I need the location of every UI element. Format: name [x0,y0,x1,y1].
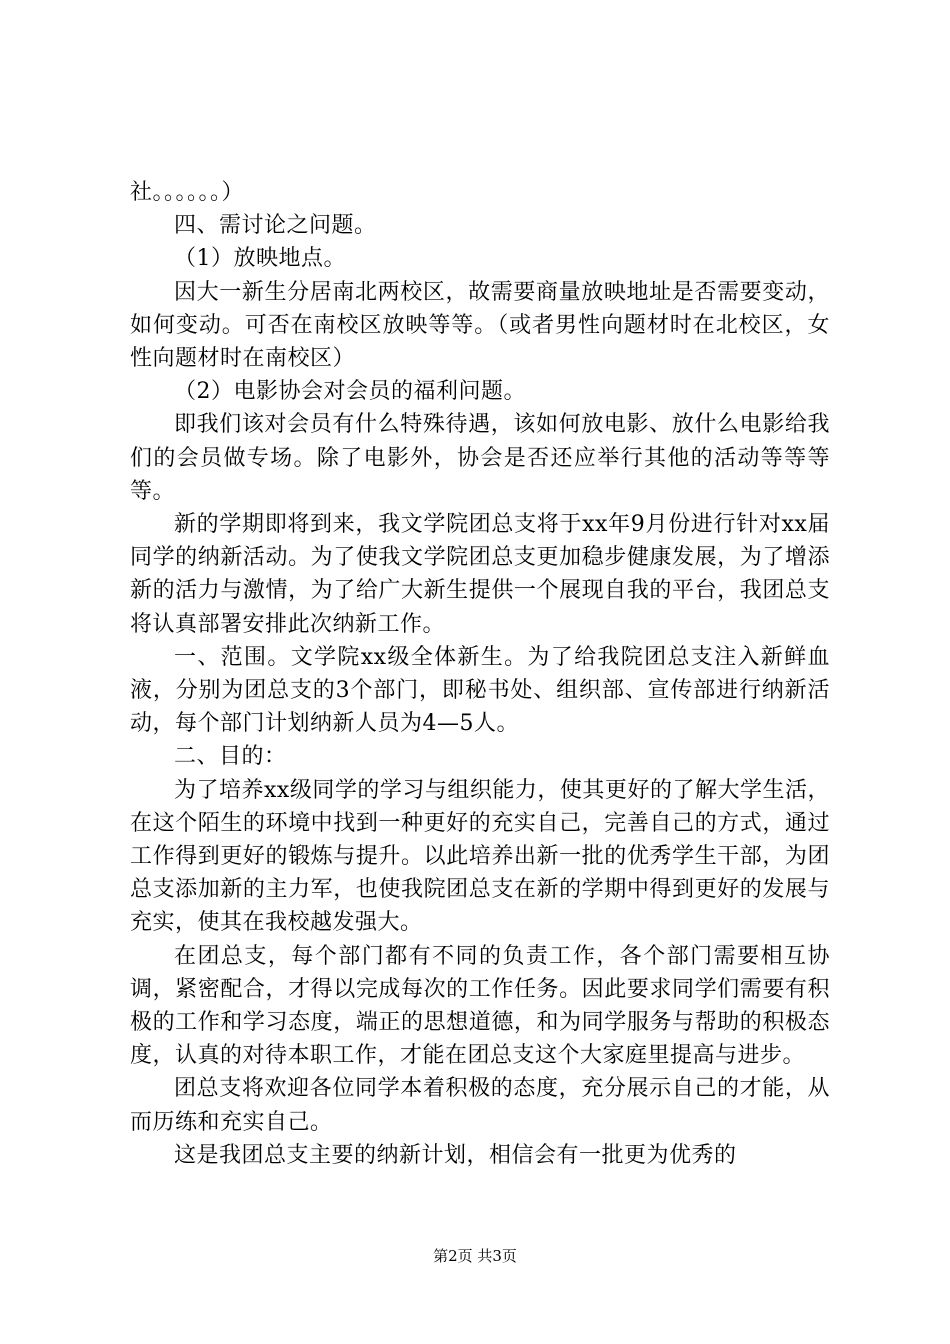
document-body [130,176,830,1172]
paragraph: 这是我团总支主要的纳新计划，相信会有一批更为优秀的 [174,1142,737,1168]
paragraph: 二、目的： [174,744,287,770]
page-footer [0,1246,950,1266]
paragraph: 一、范围。文学院xx级全体新生。为了给我院团总支注入新鲜血液，分别为团总支的3个部门，即秘书处、组织部、宣传部进行纳新活动，每个部门计划纳新人员为4—5人。 [130,644,830,737]
paragraph: （1）放映地点。 [174,246,346,272]
paragraph: 在团总支，每个部门都有不同的负责工作，各个部门需要相互协调，紧密配合，才得以完成每次的工作任务。因此要求同学们需要有积极的工作和学习态度，端正的思想道德，和为同学服务与帮助的积极态度，认真的对待本职工作，才能在团总支这个大家庭里提高与进步。 [130,943,830,1069]
paragraph: 团总支将欢迎各位同学本着积极的态度，充分展示自己的才能，从而历练和充实自己。 [130,1076,830,1135]
paragraph: 因大一新生分居南北两校区，故需要商量放映地址是否需要变动，如何变动。可否在南校区放映等等。（或者男性向题材时在北校区，女性向题材时在南校区） [130,279,830,372]
page-number-label: 第2页 共3页 [433,1247,517,1265]
paragraph: 即我们该对会员有什么特殊待遇，该如何放电影、放什么电影给我们的会员做专场。除了电影外，协会是否还应举行其他的活动等等等等。 [130,412,830,504]
paragraph: 四、需讨论之问题。 [174,213,377,239]
paragraph: （2）电影协会对会员的福利问题。 [174,379,526,405]
paragraph: 新的学期即将到来，我文学院团总支将于xx年9月份进行针对xx届同学的纳新活动。为了使我文学院团总支更加稳步健康发展，为了增添新的活力与激情，为了给广大新生提供一个展现自我的平台，我团总支将认真部署安排此次纳新工作。 [130,512,830,637]
paragraph: 社。。。。。。） [130,180,245,205]
paragraph: 为了培养xx级同学的学习与组织能力，使其更好的了解大学生活，在这个陌生的环境中找到一种更好的充实自己，完善自己的方式，通过工作得到更好的锻炼与提升。以此培养出新一批的优秀学生干部，为团总支添加新的主力军，也使我院团总支在新的学期中得到更好的发展与充实，使其在我校越发强大。 [130,777,830,936]
